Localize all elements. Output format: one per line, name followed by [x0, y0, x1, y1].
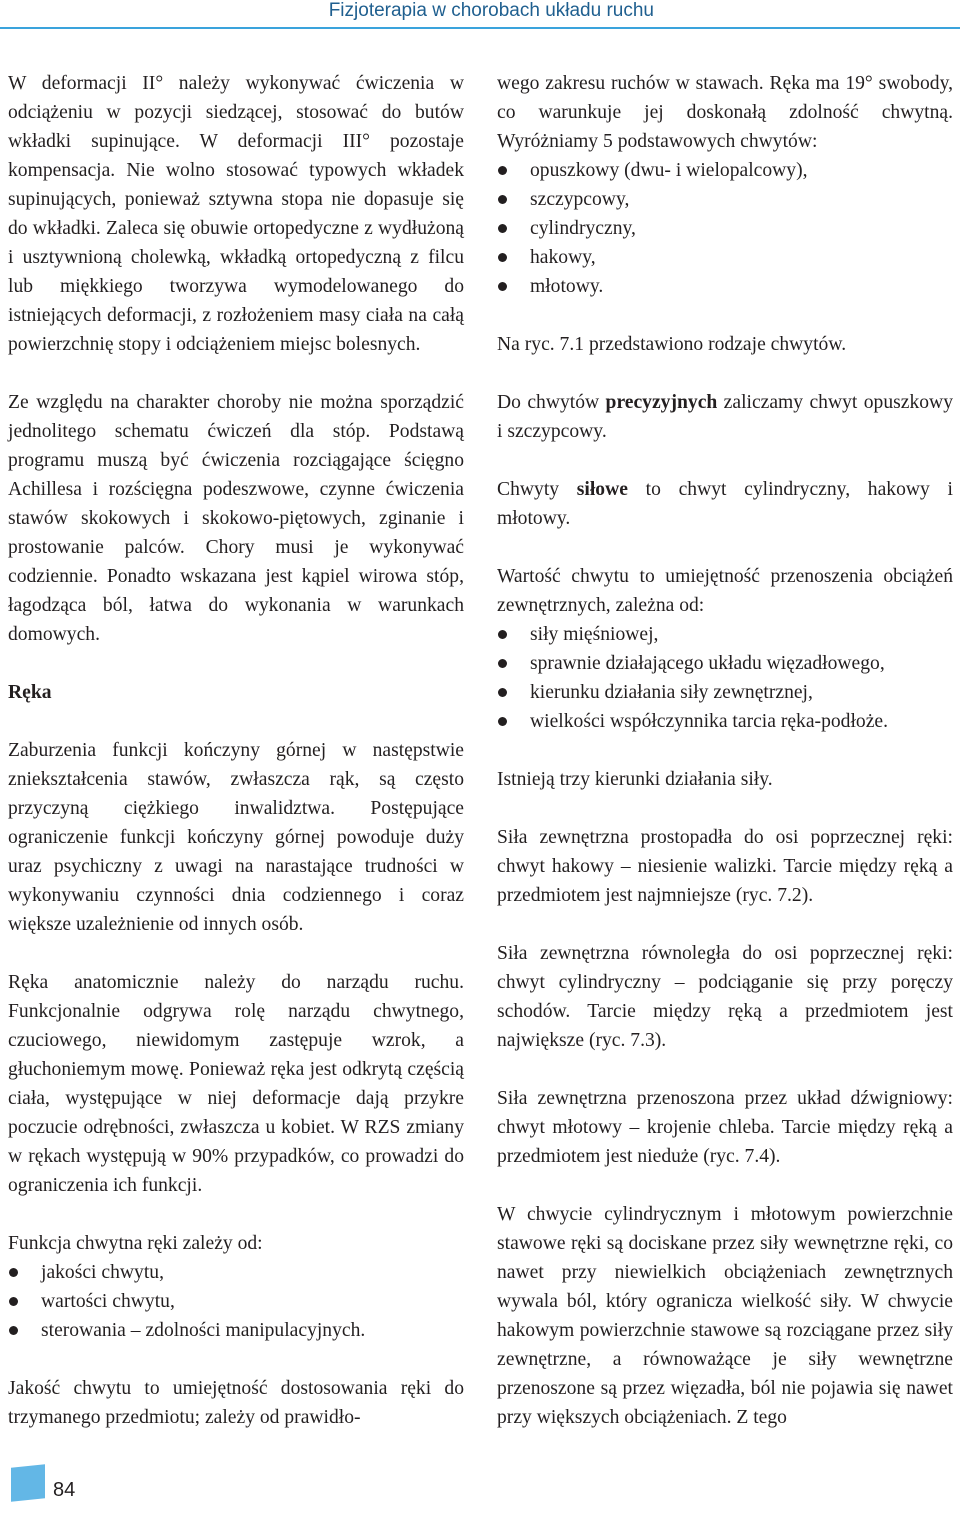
emphasis-precision: precyzyjnych	[605, 392, 718, 413]
paragraph-exercise-program: Ze względu na charakter choroby nie można sporządzić jednolitego schematu ćwiczeń dla stóp. Podstawą programu muszą być ćwiczenia rozciągające ścięgno Achillesa i rozścięgna podeszwowe, czynne ćwiczenia stawów skokowych i skokowo-piętowych, zginanie i prostowanie palców. Chory musi je wykonywać codziennie. Ponadto wskazana jest kąpiel wirowa stóp, łagodząca ból, łatwa do wykonania w warunkach domowych.	[8, 392, 464, 645]
list-item: siły mięśniowej,	[497, 620, 953, 649]
list-item: cylindryczny,	[497, 214, 953, 243]
list-item: jakości chwytu,	[8, 1258, 464, 1287]
paragraph-force-directions: Istnieją trzy kierunki działania siły.	[497, 769, 773, 790]
emphasis-power: siłowe	[576, 479, 628, 500]
paragraph-grip-quality: Jakość chwytu to umiejętność dostosowania ręki do trzymanego przedmiotu; zależy od prawidło-	[8, 1378, 464, 1428]
paragraph-joint-surfaces: W chwycie cylindrycznym i młotowym powierzchnie stawowe ręki są dociskane przez siły wewnętrzne ręki, co nawet przy niewielkich obciążeniach zewnętrznych wywala ból, który ogranicza wielkość siły. W chwycie hakowym powierzchnie stawowe są rozciągane przez siły zewnętrzne, a równoważące je siły wewnętrzne przenoszone są przez więzadła, ból nie pojawia się nawet przy większych obciążeniach. Z tego	[497, 1204, 953, 1428]
header-title: Fizjoterapia w chorobach układu ruchu	[328, 0, 654, 21]
paragraph-grip-value: Wartość chwytu to umiejętność przenoszenia obciążeń zewnętrznych, zależna od:	[497, 566, 953, 616]
list-item: kierunku działania siły zewnętrznej,	[497, 678, 953, 707]
list-item: wartości chwytu,	[8, 1287, 464, 1316]
list-item: opuszkowy (dwu- i wielopalcowy),	[497, 156, 953, 185]
paragraph-figure-reference: Na ryc. 7.1 przedstawiono rodzaje chwytów.	[497, 334, 847, 355]
running-header	[0, 0, 960, 29]
grip-value-list	[497, 620, 953, 736]
section-heading-hand: Ręka	[8, 682, 52, 703]
left-column	[8, 69, 464, 1432]
page-number-marker	[11, 1464, 45, 1502]
list-item: hakowy,	[497, 243, 953, 272]
grip-function-list	[8, 1258, 464, 1345]
page-number: 84	[53, 1479, 76, 1501]
list-item: sterowania – zdolności manipulacyjnych.	[8, 1316, 464, 1345]
list-item: szczypcowy,	[497, 185, 953, 214]
paragraph-deformation: W deformacji II° należy wykonywać ćwiczenia w odciążeniu w pozycji siedzącej, stosować do butów wkładki supinujące. W deformacji III° pozostaje kompensacja. Nie wolno stosować typowych wkładek supinujących, ponieważ sztywna stopa nie dopasuje się do wkładki. Zaleca się obuwie ortopedyczne z wydłużoną i usztywnioną cholewką, wkładką ortopedyczną z filcu lub miękkiego tworzywa wymodelowanego do istniejących deformacji, z rozłożeniem masy ciała na całą powierzchnię stopy i odciążeniem miejsc bolesnych.	[8, 73, 464, 355]
paragraph-lever-force: Siła zewnętrzna przenoszona przez układ dźwigniowy: chwyt młotowy – krojenie chleba. Tarcie między ręką a przedmiotem jest nieduże (ryc. 7.4).	[497, 1088, 953, 1167]
list-item: młotowy.	[497, 272, 953, 301]
paragraph-parallel-force: Siła zewnętrzna równoległa do osi poprzecznej ręki: chwyt cylindryczny – podciąganie się przy poręczy schodów. Tarcie między ręką a przedmiotem jest największe (ryc. 7.3).	[497, 943, 953, 1051]
list-item: wielkości współczynnika tarcia ręka-podłoże.	[497, 707, 953, 736]
paragraph-grip-function: Funkcja chwytna ręki zależy od:	[8, 1233, 263, 1254]
paragraph-range-of-motion: wego zakresu ruchów w stawach. Ręka ma 19° swobody, co warunkuje jej doskonałą zdolność chwytną. Wyróżniamy 5 podstawowych chwytów:	[497, 73, 953, 152]
paragraph-perpendicular-force: Siła zewnętrzna prostopadła do osi poprzecznej ręki: chwyt hakowy – niesienie walizki. Tarcie między ręką a przedmiotem jest najmniejsze (ryc. 7.2).	[497, 827, 953, 906]
right-column	[497, 69, 953, 1432]
paragraph-hand-dysfunction: Zaburzenia funkcji kończyny górnej w następstwie zniekształcenia stawów, zwłaszcza rąk, są często przyczyną ciężkiego inwalidztwa. Postępujące ograniczenie funkcji kończyny górnej powoduje duży uraz psychiczny z uwagi na narastające trudności w wykonywaniu czynności dnia codziennego i coraz większe uzależnienie od innych osób.	[8, 740, 464, 935]
paragraph-precision-grips: Do chwytów precyzyjnych zaliczamy chwyt opuszkowy i szczypcowy.	[497, 392, 953, 442]
list-item: sprawnie działającego układu więzadłowego,	[497, 649, 953, 678]
paragraph-power-grips: Chwyty siłowe to chwyt cylindryczny, hakowy i młotowy.	[497, 479, 953, 529]
grip-types-list	[497, 156, 953, 301]
paragraph-hand-anatomy: Ręka anatomicznie należy do narządu ruchu. Funkcjonalnie odgrywa rolę narządu chwytnego, czuciowego, niewidomym zastępuje wzrok, a głuchoniemym mowę. Ponieważ ręka jest odkrytą częścią ciała, występujące w niej deformacje dają przykre poczucie odrębności, zwłaszcza u kobiet. W RZS zmiany w rękach występują w 90% przypadków, co prowadzi do ograniczenia ich funkcji.	[8, 972, 464, 1196]
